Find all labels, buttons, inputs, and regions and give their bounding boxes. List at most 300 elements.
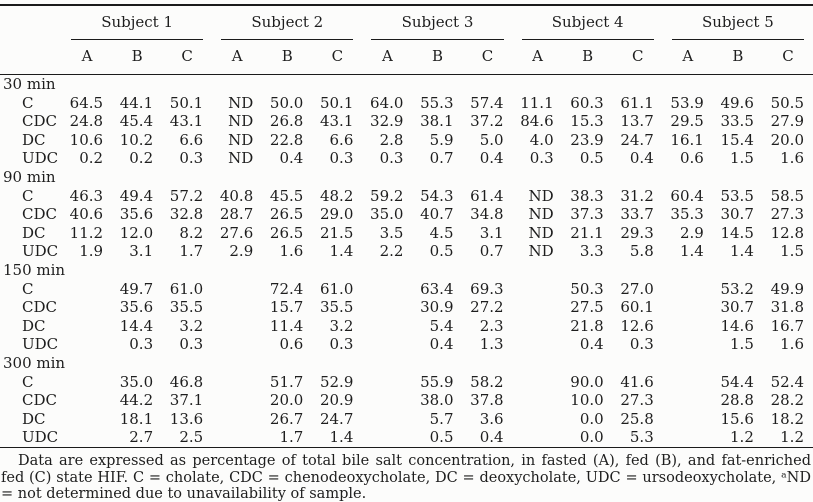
value-cell: 32.8 xyxy=(169,205,204,224)
table-row xyxy=(0,317,813,336)
row-label: UDC xyxy=(22,428,59,447)
value-cell: 43.1 xyxy=(169,112,204,131)
value-cell: 1.4 xyxy=(679,242,704,261)
subject-label: Subject 3 xyxy=(371,6,503,40)
value-cell: 30.7 xyxy=(720,205,754,224)
condition-label: A xyxy=(212,40,262,75)
value-cell: 90.0 xyxy=(570,372,604,391)
value-cell: 27.0 xyxy=(620,279,654,298)
row-label: DC xyxy=(22,223,46,242)
value-cell: 31.2 xyxy=(620,186,654,205)
table-footnote: Data are expressed as percentage of total bile salt concentration, in fasted (A), fed (B), and fat-enriched fed (C) state HIF. C = cholate, CDC = chenodeoxycholate, DC = deoxycholate, UDC = ursodeoxycholate, ᵃND = not determined due to unavailability of sample. xyxy=(1,452,811,502)
value-cell: 1.6 xyxy=(279,242,304,261)
table-row xyxy=(0,373,813,392)
value-cell: 21.5 xyxy=(319,223,354,242)
value-cell: 25.8 xyxy=(620,409,654,428)
table-row xyxy=(0,112,813,131)
group-label-row xyxy=(0,75,813,94)
subject-header-row xyxy=(0,5,813,40)
value-cell: 24.8 xyxy=(69,112,104,131)
value-cell: 0.0 xyxy=(579,409,604,428)
value-cell: 51.7 xyxy=(269,372,304,391)
value-cell: 0.4 xyxy=(279,149,304,168)
value-cell xyxy=(513,298,563,317)
value-cell: 23.9 xyxy=(570,130,604,149)
table-row xyxy=(0,131,813,150)
value-cell xyxy=(212,373,262,392)
value-cell: 26.8 xyxy=(269,112,304,131)
value-cell: 35.6 xyxy=(119,298,154,317)
value-cell: 34.8 xyxy=(470,205,504,224)
value-cell: 0.3 xyxy=(129,335,154,354)
value-cell: 26.5 xyxy=(269,205,304,224)
value-cell xyxy=(513,391,563,410)
value-cell: 4.0 xyxy=(529,130,554,149)
value-cell: 1.2 xyxy=(730,428,754,447)
value-cell: 54.3 xyxy=(420,186,454,205)
value-cell: 1.5 xyxy=(780,242,804,261)
table-row xyxy=(0,410,813,429)
value-cell: 45.5 xyxy=(269,186,304,205)
value-cell: 35.0 xyxy=(370,205,404,224)
row-label: CDC xyxy=(22,112,57,131)
condition-label: A xyxy=(513,40,563,75)
value-cell: 72.4 xyxy=(269,279,304,298)
bile-salt-concentration-table xyxy=(0,4,813,448)
value-cell: 64.0 xyxy=(370,93,404,112)
row-label: C xyxy=(22,93,34,112)
value-cell: 2.5 xyxy=(179,428,204,447)
value-cell: 63.4 xyxy=(420,279,454,298)
group-label: 30 min xyxy=(3,75,56,93)
value-cell xyxy=(362,335,412,354)
value-cell: 20.9 xyxy=(319,391,354,410)
value-cell xyxy=(62,317,112,336)
value-cell: 40.8 xyxy=(219,186,254,205)
value-cell xyxy=(212,335,262,354)
value-cell: 0.5 xyxy=(429,242,454,261)
value-cell xyxy=(362,280,412,299)
table-row xyxy=(0,242,813,261)
value-cell: 50.5 xyxy=(770,93,804,112)
value-cell: 37.1 xyxy=(169,391,204,410)
subject-header xyxy=(212,5,362,40)
subject-header xyxy=(62,5,212,40)
value-cell: 0.3 xyxy=(329,335,354,354)
value-cell: ND xyxy=(528,186,554,205)
value-cell: 61.0 xyxy=(169,279,204,298)
value-cell: 26.5 xyxy=(269,223,304,242)
value-cell: 69.3 xyxy=(470,279,504,298)
value-cell: 84.6 xyxy=(520,112,554,131)
value-cell: 41.6 xyxy=(620,372,654,391)
condition-label: A xyxy=(362,40,412,75)
subject-label: Subject 1 xyxy=(71,6,203,40)
value-cell: 15.3 xyxy=(570,112,604,131)
value-cell: 44.2 xyxy=(119,391,154,410)
value-cell xyxy=(62,298,112,317)
value-cell: 44.1 xyxy=(119,93,154,112)
value-cell: 1.4 xyxy=(329,428,354,447)
value-cell: 57.2 xyxy=(169,186,204,205)
value-cell xyxy=(663,410,713,429)
value-cell: 50.0 xyxy=(269,93,304,112)
value-cell: 58.2 xyxy=(470,372,504,391)
value-cell xyxy=(513,428,563,447)
value-cell: 43.1 xyxy=(319,112,354,131)
value-cell: 0.4 xyxy=(579,335,604,354)
value-cell: 49.7 xyxy=(119,279,154,298)
value-cell: 10.6 xyxy=(69,130,104,149)
value-cell: 24.7 xyxy=(620,130,654,149)
condition-label: B xyxy=(112,40,162,75)
value-cell xyxy=(212,280,262,299)
value-cell: 1.7 xyxy=(179,242,204,261)
row-label: DC xyxy=(22,130,46,149)
value-cell: 3.2 xyxy=(179,316,204,335)
value-cell: 0.3 xyxy=(379,149,404,168)
condition-label: B xyxy=(563,40,613,75)
value-cell: 3.1 xyxy=(479,223,504,242)
value-cell: ND xyxy=(228,112,254,131)
value-cell: 22.8 xyxy=(269,130,304,149)
value-cell: 50.1 xyxy=(319,93,354,112)
corner-cell xyxy=(0,5,62,40)
value-cell: 31.8 xyxy=(770,298,804,317)
value-cell: 0.7 xyxy=(429,149,454,168)
table-row xyxy=(0,205,813,224)
value-cell xyxy=(663,428,713,447)
value-cell: 8.2 xyxy=(179,223,204,242)
value-cell: 46.8 xyxy=(169,372,204,391)
value-cell: 0.3 xyxy=(629,335,654,354)
value-cell: 30.9 xyxy=(420,298,454,317)
value-cell: 29.5 xyxy=(670,112,704,131)
value-cell: 20.0 xyxy=(770,130,804,149)
table-row xyxy=(0,280,813,299)
table-row xyxy=(0,335,813,354)
value-cell: 24.7 xyxy=(319,409,354,428)
value-cell: 50.3 xyxy=(570,279,604,298)
value-cell: 1.3 xyxy=(479,335,504,354)
value-cell: 5.3 xyxy=(629,428,654,447)
row-label: C xyxy=(22,372,34,391)
value-cell: 13.7 xyxy=(620,112,654,131)
value-cell: 0.4 xyxy=(479,428,504,447)
table-row xyxy=(0,391,813,410)
row-label: CDC xyxy=(22,205,57,224)
condition-label: C xyxy=(463,40,513,75)
value-cell: 6.6 xyxy=(329,130,354,149)
condition-label: B xyxy=(412,40,462,75)
value-cell xyxy=(362,373,412,392)
value-cell: 55.3 xyxy=(420,93,454,112)
value-cell: 21.1 xyxy=(570,223,604,242)
value-cell: 35.3 xyxy=(670,205,704,224)
value-cell: 2.9 xyxy=(229,242,254,261)
value-cell: 38.3 xyxy=(570,186,604,205)
value-cell: 50.1 xyxy=(169,93,204,112)
value-cell: 1.5 xyxy=(730,335,754,354)
value-cell xyxy=(62,410,112,429)
group-label: 300 min xyxy=(3,353,66,372)
value-cell: 2.3 xyxy=(479,316,504,335)
value-cell: 59.2 xyxy=(370,186,404,205)
value-cell: ND xyxy=(528,242,554,261)
value-cell: 2.8 xyxy=(379,130,404,149)
value-cell: 13.6 xyxy=(169,409,204,428)
row-label: C xyxy=(22,186,34,205)
value-cell: 20.0 xyxy=(269,391,304,410)
value-cell: 5.7 xyxy=(429,409,454,428)
table-row xyxy=(0,94,813,113)
value-cell xyxy=(212,317,262,336)
value-cell: 15.6 xyxy=(720,409,754,428)
subject-label: Subject 5 xyxy=(672,6,804,40)
value-cell: 61.0 xyxy=(319,279,354,298)
value-cell: 5.9 xyxy=(429,130,454,149)
value-cell: 1.6 xyxy=(780,149,804,168)
value-cell: ND xyxy=(228,130,254,149)
value-cell: 0.3 xyxy=(329,149,354,168)
value-cell: 27.2 xyxy=(470,298,504,317)
value-cell: 26.7 xyxy=(269,409,304,428)
condition-header-row xyxy=(0,40,813,75)
value-cell: 27.9 xyxy=(770,112,804,131)
value-cell: 28.2 xyxy=(770,391,804,410)
value-cell: 40.7 xyxy=(420,205,454,224)
table-body xyxy=(0,75,813,448)
value-cell: 53.2 xyxy=(720,279,754,298)
value-cell xyxy=(513,317,563,336)
value-cell: 11.1 xyxy=(520,93,554,112)
value-cell: 3.5 xyxy=(379,223,404,242)
table-row xyxy=(0,224,813,243)
value-cell: 33.7 xyxy=(620,205,654,224)
value-cell xyxy=(212,391,262,410)
value-cell: 37.2 xyxy=(470,112,504,131)
table-row xyxy=(0,428,813,447)
value-cell: 64.5 xyxy=(69,93,104,112)
value-cell: 14.4 xyxy=(119,316,154,335)
table-row xyxy=(0,187,813,206)
condition-label: B xyxy=(713,40,763,75)
value-cell: 11.2 xyxy=(69,223,104,242)
value-cell xyxy=(362,317,412,336)
value-cell xyxy=(513,335,563,354)
group-label-row xyxy=(0,354,813,373)
group-label-row xyxy=(0,168,813,187)
value-cell xyxy=(62,280,112,299)
value-cell: 27.3 xyxy=(620,391,654,410)
row-label: UDC xyxy=(22,242,59,261)
value-cell xyxy=(62,391,112,410)
value-cell: 4.5 xyxy=(429,223,454,242)
value-cell: 11.4 xyxy=(269,316,304,335)
value-cell: 3.6 xyxy=(479,409,504,428)
condition-label: B xyxy=(262,40,312,75)
subject-label: Subject 4 xyxy=(522,6,654,40)
value-cell: 29.0 xyxy=(319,205,354,224)
value-cell: 0.3 xyxy=(179,149,204,168)
value-cell xyxy=(513,280,563,299)
value-cell: 0.2 xyxy=(79,149,104,168)
value-cell: 27.3 xyxy=(770,205,804,224)
value-cell: 30.7 xyxy=(720,298,754,317)
value-cell: 29.3 xyxy=(620,223,654,242)
value-cell: 2.2 xyxy=(379,242,404,261)
value-cell xyxy=(663,373,713,392)
value-cell: 14.6 xyxy=(720,316,754,335)
value-cell: 33.5 xyxy=(720,112,754,131)
value-cell: 38.0 xyxy=(420,391,454,410)
value-cell xyxy=(663,298,713,317)
value-cell: 2.9 xyxy=(679,223,704,242)
value-cell: 58.5 xyxy=(770,186,804,205)
value-cell: 15.4 xyxy=(720,130,754,149)
subject-header xyxy=(362,5,512,40)
value-cell: 60.3 xyxy=(570,93,604,112)
subject-header xyxy=(513,5,663,40)
value-cell: 60.4 xyxy=(670,186,704,205)
value-cell xyxy=(212,410,262,429)
row-label: DC xyxy=(22,409,46,428)
value-cell: 10.0 xyxy=(570,391,604,410)
condition-label: C xyxy=(763,40,813,75)
value-cell: 28.8 xyxy=(720,391,754,410)
value-cell xyxy=(62,428,112,447)
value-cell: 15.7 xyxy=(269,298,304,317)
value-cell: 2.7 xyxy=(129,428,154,447)
condition-label: A xyxy=(663,40,713,75)
value-cell xyxy=(362,410,412,429)
value-cell xyxy=(663,335,713,354)
row-label: C xyxy=(22,279,34,298)
condition-label: C xyxy=(312,40,362,75)
value-cell: 35.0 xyxy=(119,372,154,391)
row-label: UDC xyxy=(22,335,59,354)
value-cell xyxy=(212,428,262,447)
value-cell: 1.7 xyxy=(279,428,304,447)
value-cell: 0.4 xyxy=(479,149,504,168)
value-cell xyxy=(362,298,412,317)
value-cell: 1.9 xyxy=(79,242,104,261)
value-cell xyxy=(513,373,563,392)
value-cell: 37.8 xyxy=(470,391,504,410)
value-cell: 5.0 xyxy=(479,130,504,149)
value-cell: ND xyxy=(528,223,554,242)
value-cell: 18.1 xyxy=(119,409,154,428)
value-cell: 27.6 xyxy=(219,223,254,242)
value-cell: 27.5 xyxy=(570,298,604,317)
value-cell: 0.5 xyxy=(429,428,454,447)
value-cell: 1.6 xyxy=(780,335,804,354)
value-cell: 1.2 xyxy=(780,428,804,447)
value-cell: 0.4 xyxy=(629,149,654,168)
value-cell: 1.4 xyxy=(329,242,354,261)
value-cell: 10.2 xyxy=(119,130,154,149)
value-cell: 3.3 xyxy=(579,242,604,261)
value-cell: ND xyxy=(528,205,554,224)
value-cell: 49.9 xyxy=(770,279,804,298)
value-cell: 53.5 xyxy=(720,186,754,205)
value-cell xyxy=(62,373,112,392)
table-row xyxy=(0,298,813,317)
value-cell: 61.4 xyxy=(470,186,504,205)
group-label-row xyxy=(0,261,813,280)
value-cell: 54.4 xyxy=(720,372,754,391)
value-cell: ND xyxy=(228,149,254,168)
value-cell: 57.4 xyxy=(470,93,504,112)
corner-cell xyxy=(0,40,62,75)
table-row xyxy=(0,149,813,168)
value-cell xyxy=(663,391,713,410)
value-cell: 21.8 xyxy=(570,316,604,335)
value-cell: 14.5 xyxy=(720,223,754,242)
value-cell: 0.3 xyxy=(529,149,554,168)
condition-label: C xyxy=(162,40,212,75)
value-cell xyxy=(513,410,563,429)
value-cell: 35.5 xyxy=(169,298,204,317)
row-label: CDC xyxy=(22,298,57,317)
value-cell: 46.3 xyxy=(69,186,104,205)
value-cell xyxy=(362,391,412,410)
value-cell: 38.1 xyxy=(420,112,454,131)
value-cell: 0.0 xyxy=(579,428,604,447)
value-cell: 0.6 xyxy=(679,149,704,168)
value-cell: 52.9 xyxy=(319,372,354,391)
value-cell: 60.1 xyxy=(620,298,654,317)
group-label: 90 min xyxy=(3,167,56,186)
value-cell: 5.8 xyxy=(629,242,654,261)
value-cell: 12.0 xyxy=(119,223,154,242)
value-cell: 0.5 xyxy=(579,149,604,168)
value-cell: 37.3 xyxy=(570,205,604,224)
subject-label: Subject 2 xyxy=(221,6,353,40)
row-label: CDC xyxy=(22,391,57,410)
value-cell: 16.1 xyxy=(670,130,704,149)
value-cell: 49.4 xyxy=(119,186,154,205)
table-header xyxy=(0,5,813,75)
value-cell xyxy=(62,335,112,354)
value-cell xyxy=(663,280,713,299)
condition-label: C xyxy=(613,40,663,75)
value-cell: 3.1 xyxy=(129,242,154,261)
value-cell: 49.6 xyxy=(720,93,754,112)
value-cell: 48.2 xyxy=(319,186,354,205)
value-cell: 0.7 xyxy=(479,242,504,261)
condition-label: A xyxy=(62,40,112,75)
row-label: DC xyxy=(22,316,46,335)
value-cell: 52.4 xyxy=(770,372,804,391)
value-cell: 5.4 xyxy=(429,316,454,335)
value-cell xyxy=(362,428,412,447)
value-cell: 0.4 xyxy=(429,335,454,354)
value-cell xyxy=(663,317,713,336)
value-cell: 32.9 xyxy=(370,112,404,131)
value-cell: 1.5 xyxy=(730,149,754,168)
value-cell: 0.3 xyxy=(179,335,204,354)
value-cell: 0.2 xyxy=(129,149,154,168)
value-cell: 55.9 xyxy=(420,372,454,391)
value-cell: 3.2 xyxy=(329,316,354,335)
value-cell: 0.6 xyxy=(279,335,304,354)
value-cell: 35.6 xyxy=(119,205,154,224)
value-cell xyxy=(212,298,262,317)
value-cell: 1.4 xyxy=(730,242,754,261)
value-cell: 35.5 xyxy=(319,298,354,317)
subject-header xyxy=(663,5,813,40)
